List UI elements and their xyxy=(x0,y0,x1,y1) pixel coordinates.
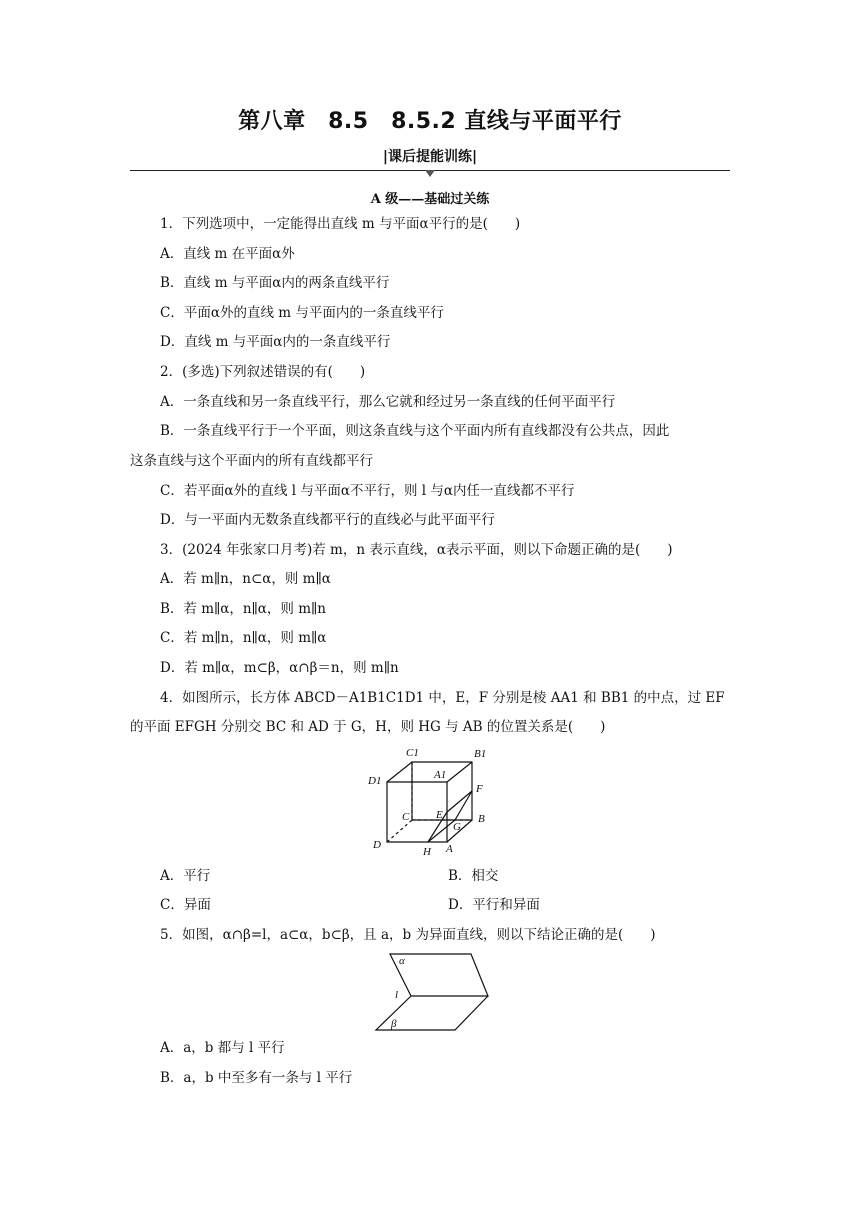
planes-figure xyxy=(368,950,494,1036)
cuboid-figure xyxy=(360,742,510,862)
label-h: H xyxy=(423,846,431,858)
label-a: A xyxy=(446,843,453,855)
segment-ef xyxy=(447,791,472,812)
q4-option-c: C．异面 xyxy=(160,897,211,913)
label-b1: B1 xyxy=(474,748,487,760)
question-1: 1．下列选项中，一定能得出直线 m 与平面α平行的是( ) xyxy=(160,216,521,232)
label-e: E xyxy=(436,809,443,821)
label-d1: D1 xyxy=(368,775,382,787)
question-4: 4．如图所示，长方体 ABCD－A1B1C1D1 中，E，F 分别是棱 AA1 和 BB1 的中点，过 EF xyxy=(160,690,725,706)
question-5: 5．如图，α∩β=l，a⊂α，b⊂β，且 a，b 为异面直线，则以下结论正确的是( ) xyxy=(160,927,656,943)
label-f: F xyxy=(476,783,483,795)
question-3: 3．(2024 年张家口月考)若 m，n 表示直线，α表示平面，则以下命题正确的是( ) xyxy=(160,542,673,558)
page-title: 第八章 8.5 8.5.2 直线与平面平行 xyxy=(238,109,622,134)
label-a1: A1 xyxy=(434,769,447,781)
label-beta: β xyxy=(391,1018,397,1030)
q3-option-a: A．若 m∥n，n⊂α，则 m∥α xyxy=(160,571,331,587)
question-2: 2．(多选)下列叙述错误的有( ) xyxy=(160,364,366,380)
q3-option-d: D．若 m∥α，m⊂β，α∩β＝n，则 m∥n xyxy=(160,660,399,676)
label-c1: C1 xyxy=(406,747,419,759)
q2-option-b: B．一条直线平行于一个平面，则这条直线与这个平面内所有直线都没有公共点，因此 xyxy=(160,423,670,439)
q5-option-a: A．a，b 都与 l 平行 xyxy=(160,1040,285,1056)
q3-option-b: B．若 m∥α，n∥α，则 m∥n xyxy=(160,601,326,617)
q3-option-c: C．若 m∥n，n∥α，则 m∥α xyxy=(160,630,327,646)
q1-option-c: C．平面α外的直线 m 与平面内的一条直线平行 xyxy=(160,305,444,321)
q4-option-d: D．平行和异面 xyxy=(448,897,540,913)
q2-option-c: C．若平面α外的直线 l 与平面α不平行，则 l 与α内任一直线都不平行 xyxy=(160,483,575,499)
q1-option-b: B．直线 m 与平面α内的两条直线平行 xyxy=(160,275,390,291)
question-4-continued: 的平面 EFGH 分别交 BC 和 AD 于 G，H，则 HG 与 AB 的位置关系是( ) xyxy=(130,719,606,735)
q1-option-a: A．直线 m 在平面α外 xyxy=(160,246,295,262)
q2-option-a: A．一条直线和另一条直线平行，那么它就和经过另一条直线的任何平面平行 xyxy=(160,394,616,410)
label-b: B xyxy=(478,813,485,825)
q4-option-b: B．相交 xyxy=(448,868,499,884)
label-alpha: α xyxy=(399,955,405,967)
section-subtitle: |课后提能训练| xyxy=(382,149,478,165)
label-c: C xyxy=(402,811,410,823)
q5-option-b: B．a，b 中至多有一条与 l 平行 xyxy=(160,1070,353,1086)
q4-option-a: A．平行 xyxy=(160,868,211,884)
q2-option-b-continued: 这条直线与这个平面内的所有直线都平行 xyxy=(130,453,373,469)
label-l: l xyxy=(395,989,399,1001)
q2-option-d: D．与一平面内无数条直线都平行的直线必与此平面平行 xyxy=(160,512,495,528)
label-d: D xyxy=(373,839,381,851)
level-heading: A 级——基础过关练 xyxy=(370,192,490,207)
q1-option-d: D．直线 m 与平面α内的一条直线平行 xyxy=(160,334,391,350)
triangle-marker-icon xyxy=(425,170,435,177)
label-g: G xyxy=(453,821,461,833)
